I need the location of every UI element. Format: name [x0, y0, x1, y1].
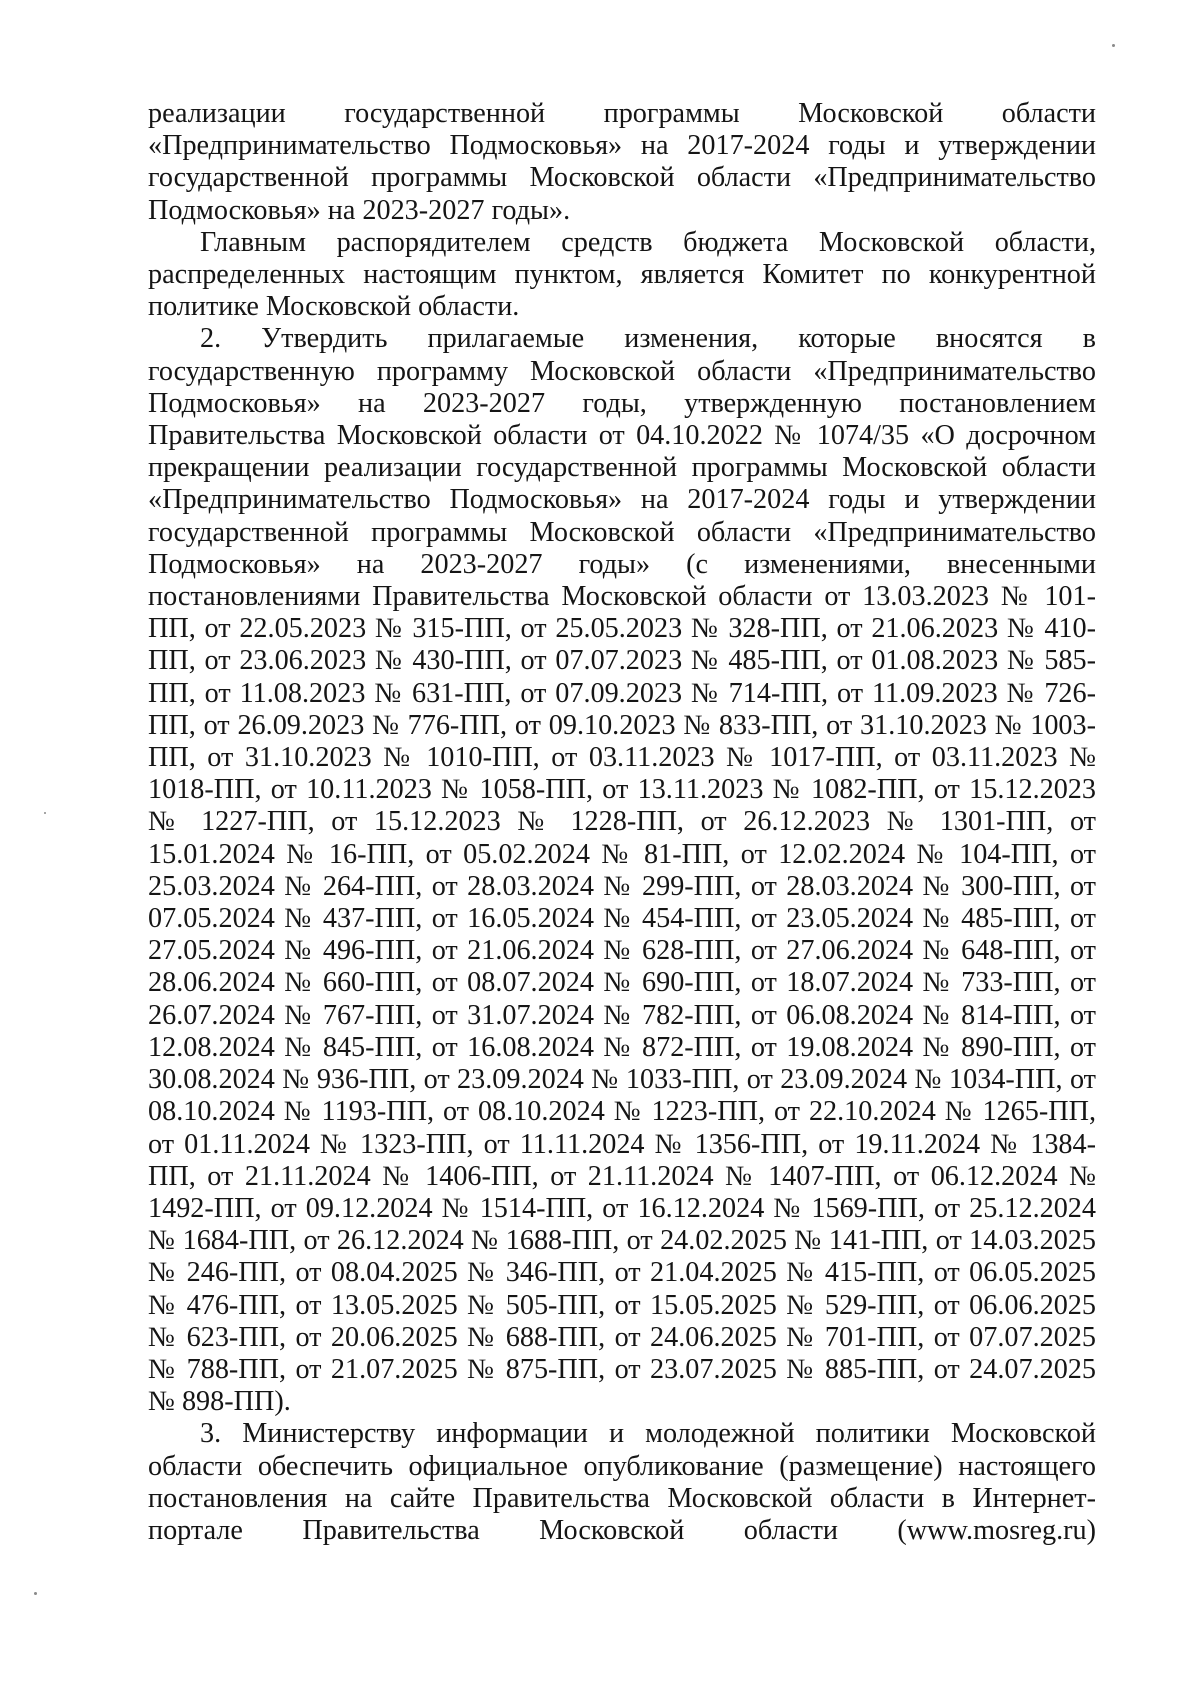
scan-speck	[44, 812, 46, 814]
paragraph-item-2: 2. Утвердить прилагаемые изменения, которые вносятся в государственную программу Московской области «Предпринимательство Подмосковья» на 2023-2027 годы, утвержденную постановлением Правительства Московской области от 04.10.2022 № 1074/35 «О досрочном прекращении реализации государственной программы Московской области «Предпринимательство Подмосковья» на 2017-2024 годы и утверждении государственной программы Московской области «Предпринимательство Подмосковья» на 2023-2027 годы» (с изменениями, внесенными постановлениями Правительства Московской области от 13.03.2023 № 101-ПП, от 22.05.2023 № 315-ПП, от 25.05.2023 № 328-ПП, от 21.06.2023 № 410-ПП, от 23.06.2023 № 430-ПП, от 07.07.2023 № 485-ПП, от 01.08.2023 № 585-ПП, от 11.08.2023 № 631-ПП, от 07.09.2023 № 714-ПП, от 11.09.2023 № 726-ПП, от 26.09.2023 № 776-ПП, от 09.10.2023 № 833-ПП, от 31.10.2023 № 1003-ПП, от 31.10.2023 № 1010-ПП, от 03.11.2023 № 1017-ПП, от 03.11.2023 № 1018-ПП, от 10.11.2023 № 1058-ПП, от 13.11.2023 № 1082-ПП, от 15.12.2023 № 1227-ПП, от 15.12.2023 № 1228-ПП, от 26.12.2023 № 1301-ПП, от 15.01.2024 № 16-ПП, от 05.02.2024 № 81-ПП, от 12.02.2024 № 104-ПП, от 25.03.2024 № 264-ПП, от 28.03.2024 № 299-ПП, от 28.03.2024 № 300-ПП, от 07.05.2024 № 437-ПП, от 16.05.2024 № 454-ПП, от 23.05.2024 № 485-ПП, от 27.05.2024 № 496-ПП, от 21.06.2024 № 628-ПП, от 27.06.2024 № 648-ПП, от 28.06.2024 № 660-ПП, от 08.07.2024 № 690-ПП, от 18.07.2024 № 733-ПП, от 26.07.2024 № 767-ПП, от 31.07.2024 № 782-ПП, от 06.08.2024 № 814-ПП, от 12.08.2024 № 845-ПП, от 16.08.2024 № 872-ПП, от 19.08.2024 № 890-ПП, от 30.08.2024 № 936-ПП, от 23.09.2024 № 1033-ПП, от 23.09.2024 № 1034-ПП, от 08.10.2024 № 1193-ПП, от 08.10.2024 № 1223-ПП, от 22.10.2024 № 1265-ПП, от 01.11.2024 № 1323-ПП, от 11.11.2024 № 1356-ПП, от 19.11.2024 № 1384-ПП, от 21.11.2024 № 1406-ПП, от 21.11.2024 № 1407-ПП, от 06.12.2024 № 1492-ПП, от 09.12.2024 № 1514-ПП, от 16.12.2024 № 1569-ПП, от 25.12.2024 № 1684-ПП, от 26.12.2024 № 1688-ПП, от 24.02.2025 № 141-ПП, от 14.03.2025 № 246-ПП, от 08.04.2025 № 346-ПП, от 21.04.2025 № 415-ПП, от 06.05.2025 № 476-ПП, от 13.05.2025 № 505-ПП, от 15.05.2025 № 529-ПП, от 06.06.2025 № 623-ПП, от 20.06.2025 № 688-ПП, от 24.06.2025 № 701-ПП, от 07.07.2025 № 788-ПП, от 21.07.2025 № 875-ПП, от 23.07.2025 № 885-ПП, от 24.07.2025 № 898-ПП).	[148, 323, 1096, 1418]
paragraph-item-3: 3. Министерству информации и молодежной политики Московской области обеспечить официальное опубликование (размещение) настоящего постановления на сайте Правительства Московской области в Интернет-портале Правительства Московской области (www.mosreg.ru)	[148, 1418, 1096, 1546]
scan-speck	[1112, 44, 1115, 47]
paragraph-main-administrator: Главным распорядителем средств бюджета Московской области, распределенных настоящим пунктом, является Комитет по конкурентной политике Московской области.	[148, 226, 1096, 323]
paragraph-continuation: реализации государственной программы Московской области «Предпринимательство Подмосковья» на 2017-2024 годы и утверждении государственной программы Московской области «Предпринимательство Подмосковья» на 2023-2027 годы».	[148, 98, 1096, 226]
document-page	[148, 98, 1096, 1547]
scan-speck	[34, 1592, 37, 1595]
